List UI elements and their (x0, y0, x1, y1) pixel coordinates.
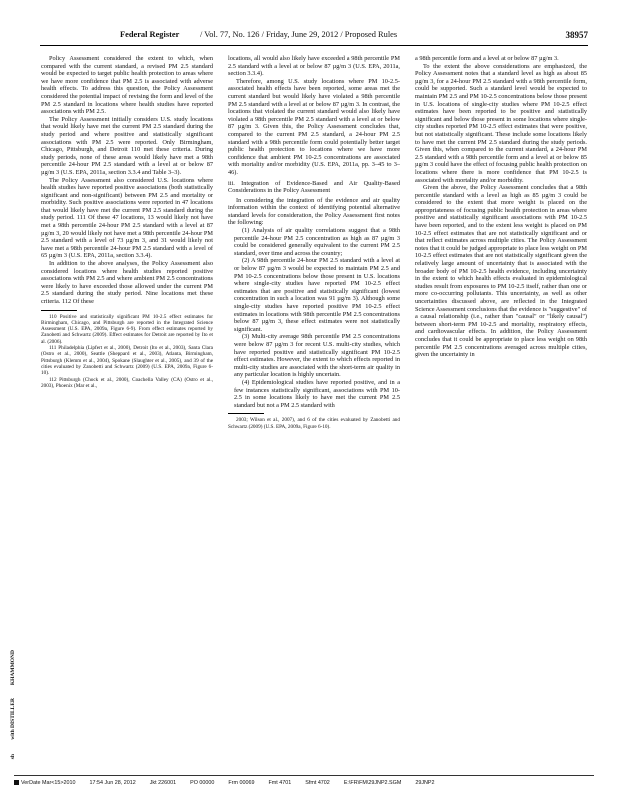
gutter-text: with DISTILLER (10, 698, 16, 740)
section-heading: iii. Integration of Evidence-Based and Air Quality-Based Considerations in the Policy Assessment (228, 179, 400, 195)
column-1 (41, 55, 213, 775)
paragraph: The Policy Assessment initially considers U.S. study locations that would likely have met the current PM 2.5 standard during the study period and where positive and statistically significant associations with PM 2.5 were reported. Only Birmingham, Chicago, Pittsburgh, and Detroit 110 met these criteria. During study periods, none of these areas would likely have met a 98th percentile 24-hour PM 2.5 standard with a level at or below 87 µg/m 3 (U.S. EPA, 2011a, section 3.3.4 and Table 3–3). (41, 115, 213, 176)
volume-line: / Vol. 77, No. 126 / Friday, June 29, 2012 / Proposed Rules (200, 30, 398, 39)
paragraph: Policy Assessment considered the extent to which, when compared with the current standard, a revised PM 2.5 standard would be expected to target public health protection to areas where we have more confidence that PM 2.5 is associated with adverse health effects. To address this question, the Policy Assessment considered the potential impact of revising the form and level of the PM 2.5 standard in locations where health studies have reported associations with PM 2.5. (41, 55, 213, 116)
footer-rule (14, 775, 594, 776)
footnote-rule (228, 413, 264, 414)
gutter-text: sh (10, 754, 16, 760)
footer-item: Frm 00069 (228, 780, 255, 786)
footer-item: E:\FR\FM\29JNP2.SGM (343, 780, 402, 786)
list-item: (3) Multi-city average 98th percentile PM 2.5 concentrations were below 87 µg/m 3 for recent U.S. multi-city studies, which have reported positive and statistically significant PM 10-2.5 effect estimates. However, the extent to which effects reported in multi-city studies are associated with the short-term air quality in any particular location is highly uncertain. (234, 333, 400, 379)
page-header (40, 30, 588, 44)
footer-item: 29JNP2 (415, 780, 435, 786)
paragraph: locations, all would also likely have exceeded a 98th percentile PM 2.5 standard with a level at or below 87 µg/m 3 (U.S. EPA, 2011a, section 3.3.4). (228, 55, 400, 78)
column-3 (415, 55, 587, 775)
list-item: (1) Analysis of air quality correlations suggest that a 98th percentile 24-hour PM 2.5 concentration as high as 87 µg/m 3 could be considered generally equivalent to the current PM 2.5 standard, over time and across the country; (234, 227, 400, 257)
list-item: (4) Epidemiological studies have reported positive, and in a few instances statistically significant, associations with PM 10-2.5 in some locations likely to have met the current PM 2.5 standard but not a PM 2.5 standard with (234, 378, 400, 409)
footer-item: Fmt 4701 (268, 780, 292, 786)
paragraph: In addition to the above analyses, the Policy Assessment also considered locations where health studies reported positive associations with PM 2.5 and where ambient PM 2.5 concentrations were likely to have exceeded those allowed under the current PM 2.5 standard during the study period. Nine locations met these criteria. 112 Of these (41, 260, 213, 305)
footer-item: Sfmt 4702 (305, 780, 330, 786)
footer-item: PO 00000 (190, 780, 215, 786)
footer-item: VerDate Mar<15>2010 (14, 780, 76, 790)
column-2 (228, 55, 400, 775)
footnote-rule (41, 310, 77, 311)
header-rule (40, 45, 588, 46)
paragraph: Therefore, among U.S. study locations where PM 10-2.5-associated health effects have been reported, some areas met the current standard but would likely have violated a 98th percentile PM 2.5 standard with a level at or below 87 µg/m 3. In contrast, the locations that violated the current standard would also likely have violated a 98th percentile PM 2.5 standard with a level at or below 87 µg/m 3. Given this, the Policy Assessment concludes that, compared to the current PM 2.5 standard, a 24-hour PM 2.5 standard with a 98th percentile form could potentially better target public health protection to locations where we have more confidence that ambient PM 10-2.5 concentrations are associated with mortality and/or morbidity (U.S. EPA, 2011a, pp. 3–45 to 3–46). (228, 77, 400, 176)
paragraph: In considering the integration of the evidence and air quality information within the context of identifying potential alternative standard levels for consideration, the Policy Assessment first notes the following: (228, 196, 400, 227)
paragraph: To the extent the above considerations are emphasized, the Policy Assessment notes that a standard level as high as about 85 µg/m 3, for a 24-hour PM 2.5 standard with a 98th percentile form, could be supported. Such a standard level would be expected to maintain PM 2.5 and PM 10-2.5 concentrations below those present in U.S. locations of single-city studies where PM 10-2.5 effect estimates have been reported to be positive and statistically significant and below those present in some locations where single-city studies reported PM 10-2.5 effect estimates that were positive, but not statistically significant. These include some locations likely to have met the current PM 2.5 standard during the study periods. Given this, when compared to the current standard, a 24-hour PM 2.5 standard with a 98th percentile form and a level at or below 85 µg/m 3 could have the effect of focusing public health protection on locations where there is more confidence that PM 10-2.5 is associated with mortality and/or morbidity. (415, 62, 587, 184)
gutter-text: KHAMMOND (10, 650, 16, 686)
paragraph: Given the above, the Policy Assessment concludes that a 98th percentile standard with a level as high as 85 µg/m 3 could be considered to the extent that more weight is placed on the appropriateness of focusing public health protection in areas where positive and statistically significant associations with PM 10-2.5 have been reported, and to the extent less weight is placed on PM 10-2.5 effect estimates that are not statistically significant and or that reflect estimates across multiple cities. The Policy Assessment notes that it could be judged appropriate to place less weight on PM 10-2.5 effect estimates that are not statistically significant given the relatively large amount of uncertainty that is associated with the broader body of PM 10-2.5 health evidence, including uncertainty in the extent to which health effects evaluated in epidemiological studies result from exposures to PM 10-2.5 itself, rather than one or more co-occurring pollutants. This uncertainty, as well as other uncertainties discussed above, are reflected in the Integrated Science Assessment conclusions that the evidence is "suggestive" of a causal relationship (i.e., rather than "causal" or "likely causal") between short-term PM 10-2.5 and mortality, respiratory effects, and cardiovascular effects. In addition, the Policy Assessment concludes that it could be appropriate to place less weight on 98th percentile PM 2.5 concentrations averaged across multiple cities, given the uncertainty in (415, 184, 587, 359)
footnote: 111 Philadelphia (Lipfert et al., 2000), Detroit (Ito et al., 2003), Santa Clara (Ostro et al., 2000), Seattle (Sheppard et al., 2003), Atlanta, Birmingham, Pittsburgh (Klemm et al., 2004), Spokane (Slaughter et al., 2005), and 39 of the cities evaluated by Zanobetti and Schwartz (2009) (U.S. EPA, 2009a, Figure 6-10). (41, 345, 213, 377)
list-item: (2) A 98th percentile 24-hour PM 2.5 standard with a level at or below 87 µg/m 3 would be expected to maintain PM 2.5 and PM 10-2.5 concentrations below those present in U.S. locations where single-city studies have reported PM 10-2.5 effect estimates that are positive and statistically significant (lowest concentration in such a location was 91 µg/m 3). Although some single-city studies have reported positive PM 10-2.5 effect estimates in locations with 98th percentile PM 2.5 concentrations below 87 µg/m 3, these effect estimates were not statistically significant. (234, 257, 400, 333)
publication-title: Federal Register (120, 30, 180, 39)
footnote: 110 Positive and statistically significant PM 10-2.5 effect estimates for Birmingham, Chicago, and Pittsburgh are reported in the Integrated Science Assessment (U.S. EPA, 2009a, Figure 6-9). From effect estimates reported by Zanobetti and Schwartz (2009). Effect estimates for Detroit are reported by Ito et al. (2006). (41, 313, 213, 345)
text-columns (41, 55, 587, 775)
footnote: 112 Pittsburgh (Chock et al., 2000), Coachella Valley (CA) (Ostro et al., 2003), Phoenix (Mar et al., (41, 376, 213, 389)
footer-item: 17:54 Jun 28, 2012 (89, 780, 136, 786)
square-bullet-icon (14, 780, 19, 785)
page-number: 38957 (565, 30, 588, 40)
gutter-margin-text (10, 650, 24, 770)
page-footer (14, 780, 604, 790)
paragraph: The Policy Assessment also considered U.S. locations where health studies have reported positive associations (both statistically significant and non-significant) between PM 2.5 and mortality or morbidity. Such positive associations were reported in 47 locations that would likely have met the current PM 2.5 standard during the study period. 111 Of these 47 locations, 13 would likely not have met a 98th percentile 24-hour PM 2.5 standard with a level at 87 µg/m 3, 20 would likely not have met a 98th percentile 24-hour PM 2.5 standard with a level of 73 µg/m 3, and 31 would likely not have met a 98th percentile 24-hour PM 2.5 standard with a level of 65 µg/m 3 (U.S. EPA, 2011a, section 3.3.4). (41, 176, 213, 260)
footnote: 2003; Wilson et al., 2007), and 6 of the cities evaluated by Zanobetti and Schwartz (2009) (U.S. EPA, 2009a, Figure 6-10). (228, 417, 400, 430)
footer-item: Jkt 226001 (149, 780, 177, 786)
paragraph: a 98th percentile form and a level at or below 87 µg/m 3. (415, 55, 559, 62)
